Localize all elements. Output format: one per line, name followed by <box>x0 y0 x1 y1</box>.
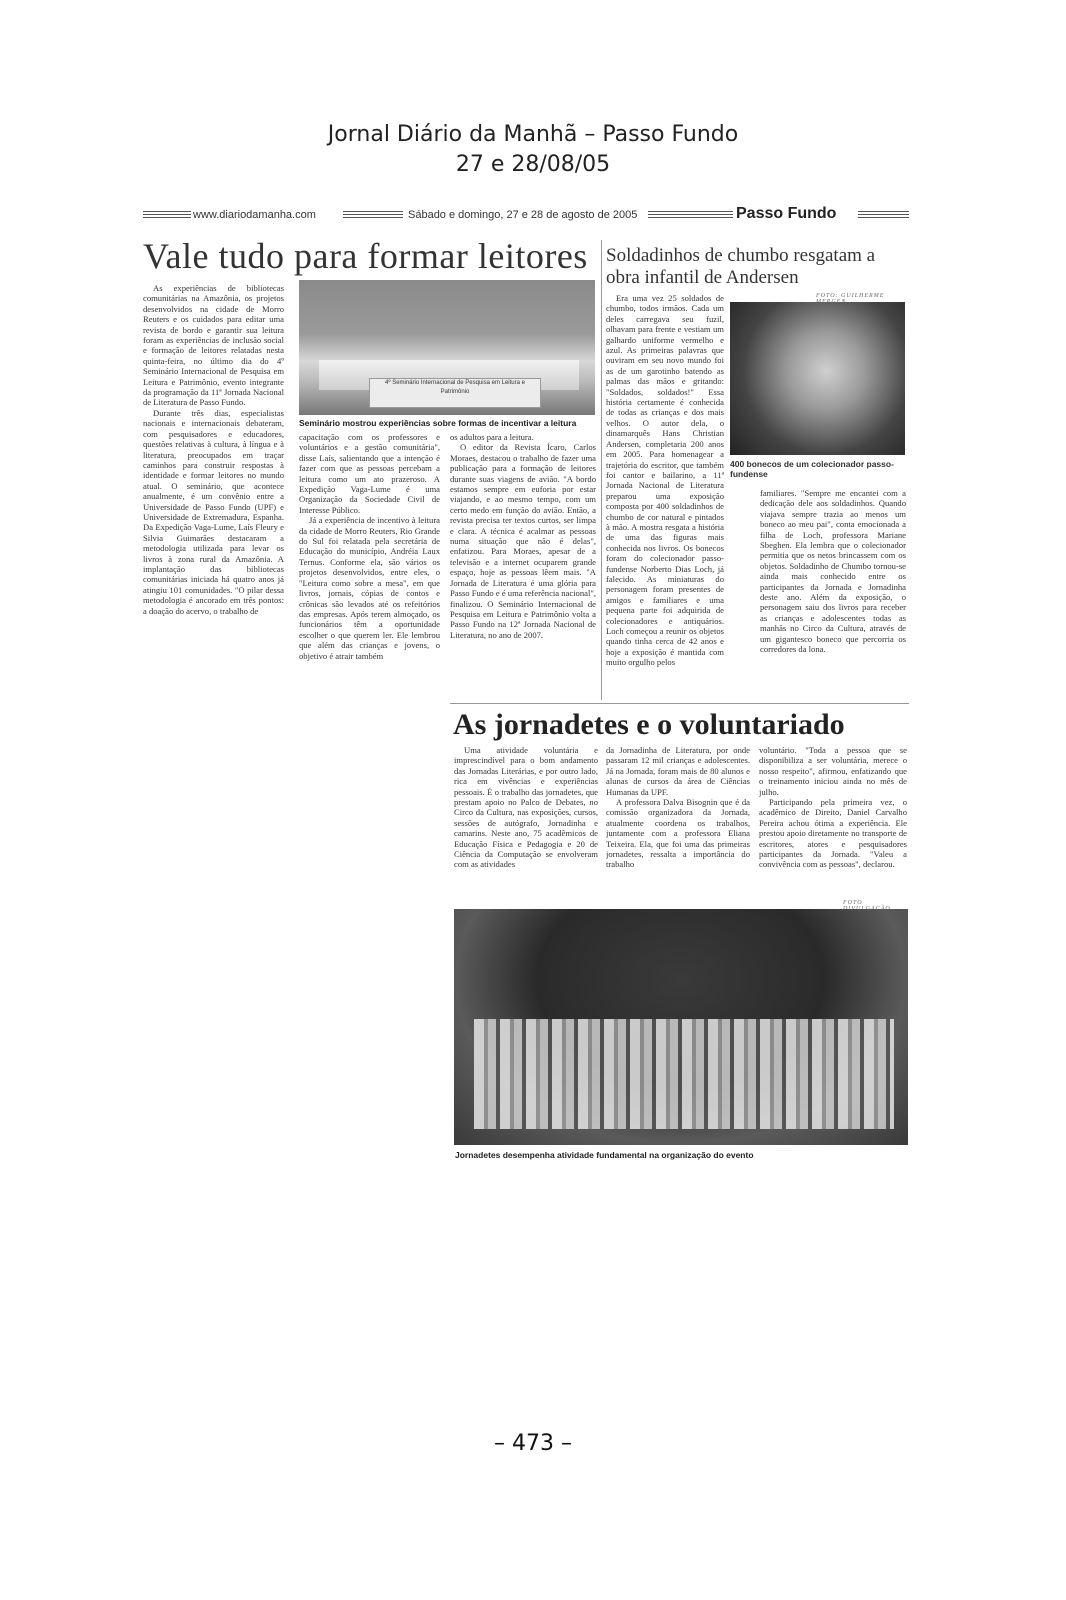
seminar-banner-text: 4º Seminário Internacional de Pesquisa em Leitura e Patrimônio <box>385 380 525 395</box>
article3-col2-p2: A professora Dalva Bisognin que é da comissão organizadora da Jornada, atualmente coordena os trabalhos, juntamente com a professora Eliana Teixeira. Ela, que foi uma das primeiras jornadetes, ressalta a importância do trabalho <box>606 797 750 870</box>
article3-col3 <box>759 745 907 897</box>
masthead <box>143 205 909 227</box>
page-header-date: 27 e 28/08/05 <box>455 152 611 177</box>
masthead-date: Sábado e domingo, 27 e 28 de agosto de 2005 <box>408 209 638 221</box>
article1-col1-p1: As experiências de bibliotecas comunitárias na Amazônia, os projetos desenvolvidos na cidade de Morro Reuters e os cuidados para editar uma revista de bordo e garantir sua leitura foram as experiências de inclusão social e formação de leitores relatadas nesta quinta-feira, no último dia do 4º Seminário Internacional de Pesquisa em Leitura e Patrimônio, evento integrante da programação da 11ª Jornada Nacional de Literatura de Passo Fundo. <box>143 283 284 408</box>
soldiers-exhibit-photo <box>730 302 905 455</box>
article3-col1-p1: Uma atividade voluntária e imprescindível para o bom andamento das Jornadas Literárias, e por outro lado, rica em vivências e experiências pessoais. É o trabalho das jornadetes, que prestam apoio no Palco de Debates, no Circo da Cultura, nas exposições, cursos, sessões de autógrafo, Jornadinha e camarins. Neste ano, 75 acadêmicos de Educação Física e Pedagogia e 20 de Ciência da Computação se envolveram com as atividades <box>454 745 598 870</box>
article2-col2 <box>760 488 906 698</box>
seminar-photo <box>299 280 595 415</box>
seminar-banner <box>369 378 541 408</box>
article1-col1 <box>143 283 284 693</box>
article3-col3-p2: Participando pela primeira vez, o acadêmico de Direito, Daniel Carvalho Pereira achou ótima a experiência. Ele prestou apoio diretamente no transporte de escritores, atores e pesquisadores participantes da Jornada. "Valeu a convivência com as pessoas", declarou. <box>759 797 907 870</box>
divider-vertical-1 <box>601 240 602 700</box>
page-header-title: Jornal Diário da Manhã – Passo Fundo <box>327 122 739 147</box>
group-of-volunteers <box>474 1019 894 1129</box>
article3-col3-p1: voluntário. "Toda a pessoa que se disponibiliza a ser voluntária, merece o nosso respeito", afirmou, enfatizando que o treinamento iniciou ainda no mês de julho. <box>759 745 907 797</box>
masthead-site: www.diariodamanha.com <box>193 209 316 221</box>
article3-headline: As jornadetes e o voluntariado <box>453 708 845 741</box>
jornadetes-group-photo <box>454 909 908 1145</box>
article2-headline: Soldadinhos de chumbo resgatam a obra infantil de Andersen <box>606 245 876 288</box>
article1-col3-p1: os adultos para a leitura. <box>450 432 534 442</box>
article2-col1 <box>606 293 724 703</box>
article1-headline: Vale tudo para formar leitores <box>143 236 588 276</box>
article2-photo-caption <box>730 459 906 481</box>
article2-col2-p1: familiares. "Sempre me encantei com a dedicação dele aos soldadinhos. Quando viajava sempre trazia ao menos um boneco ao meu pai", conta emocionada a filha de Loch, professora Mariane Sbeghen. Ela lembra que o colecionador permitia que os netos brincassem com os objetos. Soldadinho de Chumbo tornou-se ainda mais conhecido entre os participantes da Jornada e Jornadinha deste ano. Além da exposição, o personagem saiu dos livros para receber as crianças e adolescentes todas as manhãs no Circo da Cultura, através de um gigantesco boneco que percorria os corredores da lona. <box>760 488 906 655</box>
article3-col2 <box>606 745 750 897</box>
article1-col2-p2: Já a experiência de incentivo à leitura da cidade de Morro Reuters, Rio Grande do Sul foi relatada pela secretária de Educação do município, Andréia Laux Ternus. Conforme ela, são vários os projetos desenvolvidos, entre eles, o "Leitura como sobre a mesa", em que livros, jornais, cópias de contos e crônicas são levados até os refeitórios das empresas. Após terem almoçado, os funcionários têm a oportunidade escolher o que querem ler. Ele lembrou que além das crianças e jovens, o objetivo é atrair também <box>299 515 440 661</box>
article3-photo-caption: Jornadetes desempenha atividade fundamental na organização do evento <box>455 1150 754 1160</box>
article3-col1 <box>454 745 598 897</box>
article1-col2 <box>299 432 440 697</box>
article2-photo-caption-text: 400 bonecos de um colecionador passo-fundense <box>730 459 894 479</box>
newspaper-clipping <box>143 205 909 1170</box>
page-number: – 473 – <box>494 1431 572 1456</box>
article1-col2-p1: capacitação com os professores e voluntários e a gestão comunitária", disse Laís, salientando que a intenção é fazer com que as pessoas percebam a leitura como um ato prazeroso. A Expedição Vaga-Lume é uma Organização da Sociedade Civil de Interesse Público. <box>299 432 440 515</box>
article2-photo-credit: FOTO: GUILHERME <box>816 293 885 299</box>
article2-col1-p1: Era uma vez 25 soldados de chumbo, todos irmãos. Cada um deles carregava seu fuzil, olhavam para frente e vestiam um galhardo uniforme vermelho e azul. As primeiras palavras que ouviram em seu novo mundo foi as de um garotinho batendo as palmas das mãos e gritando: "Soldados, soldados!" Essa história certamente é conhecida de todas as crianças e dos mais velhos. O autor dela, o dinamarquês Hans Christian Andersen, completaria 200 anos em 2005. Para homenagear a trajetória do escritor, que também foi cantor e bailarino, a 11ª Jornada Nacional de Literatura preparou uma exposição composta por 400 soldadinhos de chumbo de cor natural e pintados à mão. A mostra resgata a história de uma das figuras mais conhecida nos livros. Os bonecos foram do colecionador passo-fundense Norberto Dias Loch, já falecido. As miniaturas do personagem foram presentes de amigos e familiares e uma pequena parte foi adquirida de colecionadores e antiquários. Loch começou a reunir os objetos quando tinha cerca de 42 anos e hoje a exposição é mantida com muito orgulho pelos <box>606 293 724 668</box>
article1-col3-p2: O editor da Revista Ícaro, Carlos Moraes, destacou o trabalho de fazer uma publicação para a formação de leitores durante suas viagens de avião. "A bordo estamos sempre em euforia por estar viajando, e ao mesmo tempo, com um certo medo em função do avião. Então, a revista precisa ter textos curtos, ser limpa e clara. A técnica é acalmar as pessoas numa situação que não é delas", enfatizou. Para Moraes, apesar de a televisão e a internet ocuparem grande espaço, hoje as pessoas lêem mais. "A Jornada de Literatura é uma glória para Passo Fundo e é uma referência nacional", finalizou. O Seminário Internacional de Pesquisa em Leitura e Patrimônio volta a Passo Fundo na 12ª Jornada Nacional de Literatura, no ano de 2007. <box>450 442 596 640</box>
article3-col2-p1: da Jornadinha de Literatura, por onde passaram 12 mil crianças e adolescentes. Já na Jornada, foram mais de 80 alunos e alunas de cursos da área de Ciências Humanas da UPF. <box>606 745 750 797</box>
divider-horizontal <box>450 703 909 704</box>
article1-photo-caption: Seminário mostrou experiências sobre formas de incentivar a leitura <box>299 418 577 428</box>
article1-col3 <box>450 432 596 697</box>
masthead-section: Passo Fundo <box>736 205 837 222</box>
article3-photo-credit: FOTO <box>843 900 863 906</box>
article1-col1-p2: Durante três dias, especialistas nacionais e internacionais debateram, com pesquisadores e educadores, questões relativas à cultura, à língua e à literatura, preocupados em traçar caminhos para construir respostas à identidade e formar leitores no mundo atual. O seminário, que acontece anualmente, é um convênio entre a Universidade de Passo Fundo (UPF) e Universidade de Extremadura, Espanha. Da Expedição Vaga-Lume, Laís Fleury e Silvia Guimarães destacaram a metodologia utilizada para levar os livros à zona rural da Amazônia. A implantação das bibliotecas comunitárias iniciada há quatro anos já atingiu 101 comunidades. "O pilar dessa metodologia é ancorado em três pontos: a doação do acervo, o trabalho de <box>143 407 284 616</box>
